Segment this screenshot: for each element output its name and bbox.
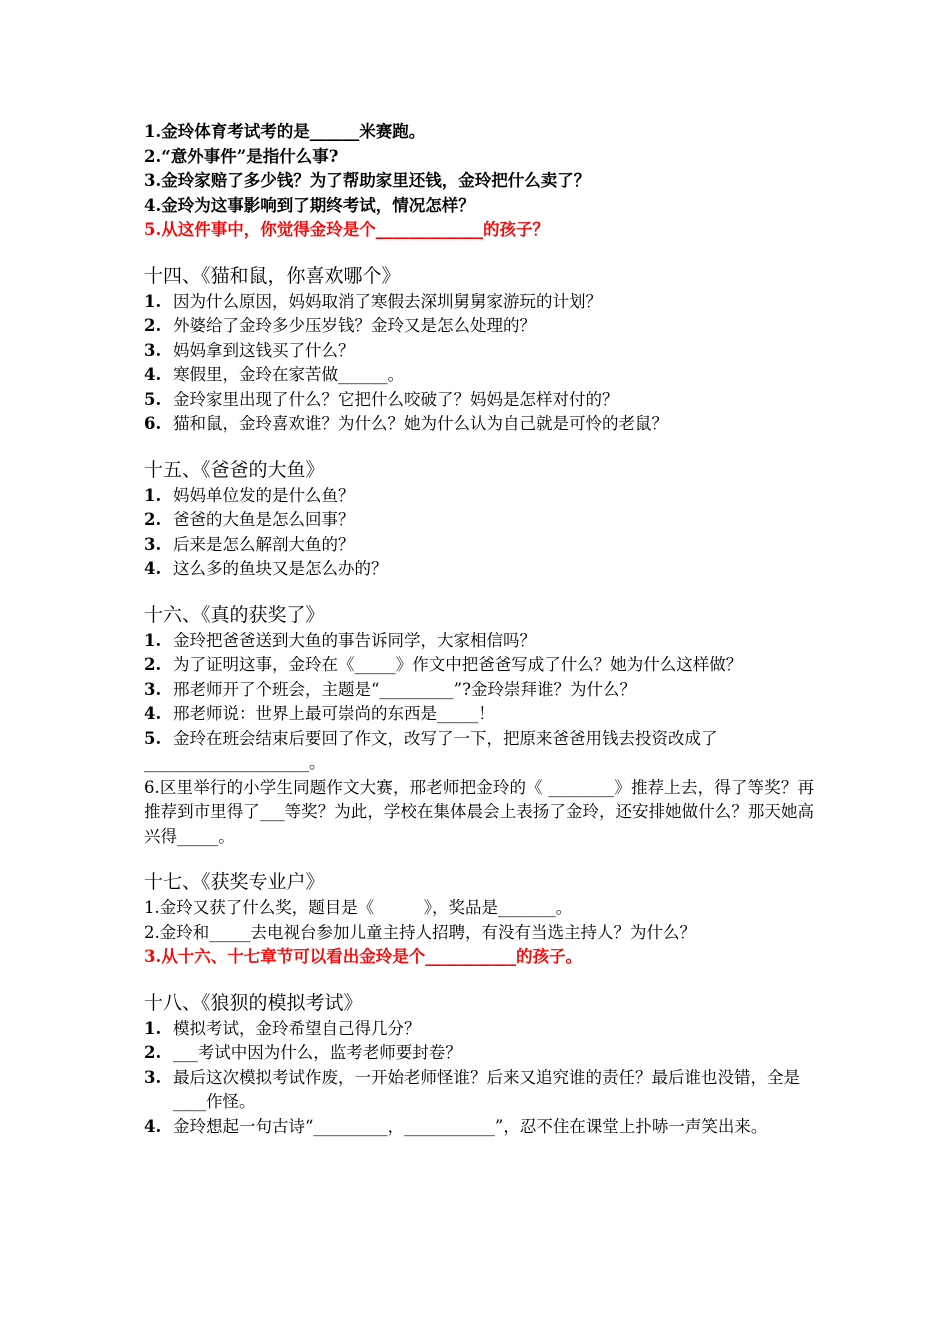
list-item: 1. 金玲把爸爸送到大鱼的事告诉同学，大家相信吗？ xyxy=(144,630,536,650)
list-item: 1. 模拟考试，金玲希望自己得几分？ xyxy=(144,1018,421,1038)
section-18 xyxy=(144,990,814,1140)
list-item: 3. 后来是怎么解剖大鱼的？ xyxy=(144,534,355,554)
list-item: 1. 妈妈单位发的是什么鱼？ xyxy=(144,485,355,505)
section-15 xyxy=(144,457,814,582)
list-item: 5. 金玲家里出现了什么？它把什么咬破了？妈妈是怎样对付的？ xyxy=(144,389,619,409)
worksheet-page xyxy=(144,120,814,1139)
section-17-title: 十七、《获奖专业户》 xyxy=(144,871,325,893)
question-13-3: 3.金玲家赔了多少钱？为了帮助家里还钱，金玲把什么卖了？ xyxy=(144,171,591,190)
question-17-1: 1.金玲又获了什么奖，题目是《 》，奖品是_______。 xyxy=(144,898,573,917)
list-item: 1. 因为什么原因，妈妈取消了寒假去深圳舅舅家游玩的计划？ xyxy=(144,291,602,311)
list-item: 2. ___考试中因为什么，监考老师要封卷？ xyxy=(144,1043,462,1062)
section-15-title: 十五、《爸爸的大鱼》 xyxy=(144,458,325,481)
section-17 xyxy=(144,869,814,970)
list-item: 6. 猫和鼠，金玲喜欢谁？为什么？她为什么认为自己就是可怜的老鼠？ xyxy=(144,414,668,433)
list-item: 2. 外婆给了金玲多少压岁钱？金玲又是怎么处理的？ xyxy=(144,316,536,335)
list-item: 4. 寒假里，金玲在家苦做______。 xyxy=(144,365,404,384)
question-13-5-highlight: 5.从这件事中，你觉得金玲是个_____________的孩子？ xyxy=(144,220,549,239)
question-13-1: 1.金玲体育考试考的是______米赛跑。 xyxy=(144,122,426,141)
list-item: 2. 爸爸的大鱼是怎么回事？ xyxy=(144,510,355,529)
list-item: 3. 最后这次模拟考试作废，一开始老师怪谁？后来又追究谁的责任？最后谁也没错，全是____作怪。 xyxy=(144,1067,800,1111)
section-16-title: 十六、《真的获奖了》 xyxy=(144,603,325,626)
question-17-2: 2.金玲和_____去电视台参加儿童主持人招聘，有没有当选主持人？为什么？ xyxy=(144,922,696,942)
section-18-title: 十八、《狼狈的模拟考试》 xyxy=(144,991,363,1014)
section-13-questions xyxy=(144,120,814,243)
list-item: 3. 邢老师开了个班会，主题是“_________”?金玲崇拜谁？为什么？ xyxy=(144,679,636,699)
list-item: 4. 这么多的鱼块又是怎么办的？ xyxy=(144,559,388,578)
list-item: 3. 妈妈拿到这钱买了什么？ xyxy=(144,340,355,360)
list-item: 5. 金玲在班会结束后要回了作文，改写了一下，把原来爸爸用钱去投资改成了 xyxy=(144,728,718,748)
list-item: 4. 金玲想起一句古诗“_________，___________”，忍不住在课堂上扑哧一声笑出来。 xyxy=(144,1116,768,1136)
section-14-title: 十四、《猫和鼠，你喜欢哪个》 xyxy=(144,264,401,287)
section-14 xyxy=(144,263,814,437)
section-16 xyxy=(144,602,814,850)
question-13-2: 2.“意外事件”是指什么事? xyxy=(144,146,339,166)
list-item: 4. 邢老师说：世界上最可崇尚的东西是_____！ xyxy=(144,704,495,723)
question-17-3-highlight: 3.从十六、十七章节可以看出金玲是个___________的孩子。 xyxy=(144,947,582,966)
question-16-6: 6.区里举行的小学生同题作文大赛，邢老师把金玲的《 ________》推荐上去，得了等奖？再推荐到市里得了___等奖？为此，学校在集体晨会上表扬了金玲，还安排她做什么？那天她高兴得_____。 xyxy=(144,777,814,846)
question-16-5-blank: ____________________。 xyxy=(144,753,326,772)
list-item: 2. 为了证明这事，金玲在《_____》作文中把爸爸写成了什么？她为什么这样做？ xyxy=(144,655,743,674)
question-13-4: 4.金玲为这事影响到了期终考试，情况怎样？ xyxy=(144,195,475,215)
